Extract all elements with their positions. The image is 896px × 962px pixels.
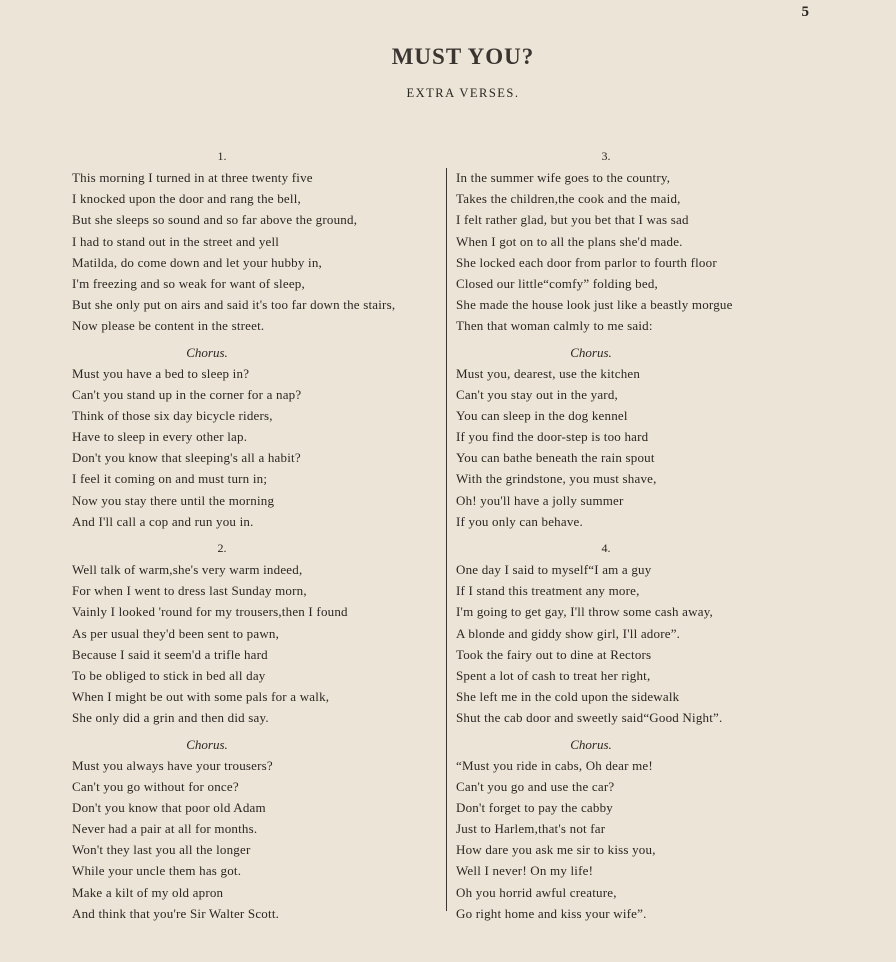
chorus-4: [456, 755, 816, 925]
verse-line: One day I said to myself“I am a guy: [456, 562, 652, 577]
chorus-line: Make a kilt of my old apron: [72, 884, 224, 900]
chorus-line: If you only can behave.: [456, 513, 583, 529]
verse-line: Then that woman calmly to me said:: [456, 318, 653, 334]
verse-line: For when I went to dress last Sunday morn,: [72, 583, 307, 599]
chorus-line: Must you, dearest, use the kitchen: [456, 365, 641, 381]
verse-line: Vainly I looked 'round for my trousers,then I found: [72, 604, 348, 620]
chorus-line: Now you stay there until the morning: [72, 492, 275, 508]
chorus-line: With the grindstone, you must shave,: [456, 471, 657, 487]
chorus-line: Well I never! On my life!: [456, 863, 594, 879]
left-column: [72, 146, 442, 924]
verse-line: But she only put on airs and said it's too far down the stairs,: [72, 297, 396, 313]
verse-line: She only did a grin and then did say.: [72, 710, 269, 726]
verse-line: A blonde and giddy show girl, I'll adore”.: [456, 625, 681, 641]
verse-line: I felt rather glad, but you bet that I was sad: [456, 212, 689, 228]
verse-line: I'm freezing and so weak for want of sleep,: [72, 275, 305, 291]
chorus-line: Just to Harlem,that's not far: [456, 821, 606, 837]
chorus-line: How dare you ask me sir to kiss you,: [456, 842, 656, 858]
chorus-1: [72, 363, 442, 533]
chorus-line: Never had a pair at all for months.: [72, 821, 258, 837]
chorus-line: Must you always have your trousers?: [72, 757, 273, 773]
chorus-line: Can't you stay out in the yard,: [456, 386, 618, 402]
verse-line: If I stand this treatment any more,: [456, 583, 640, 599]
verse-line: I had to stand out in the street and yell: [72, 233, 280, 249]
chorus-line: “Must you ride in cabs, Oh dear me!: [456, 757, 653, 773]
chorus-line: Have to sleep in every other lap.: [72, 429, 248, 445]
chorus-line: Oh you horrid awful creature,: [456, 884, 617, 900]
verse-line: In the summer wife goes to the country,: [456, 170, 671, 185]
verse-line: Shut the cab door and sweetly said“Good Night”.: [456, 710, 723, 726]
verse-line: Takes the children,the cook and the maid,: [456, 191, 681, 207]
verse-line: I knocked upon the door and rang the bell,: [72, 191, 301, 207]
verse-line: Because I said it seem'd a trifle hard: [72, 646, 268, 662]
chorus-line: Can't you go and use the car?: [456, 778, 615, 794]
chorus-line: You can bathe beneath the rain spout: [456, 450, 655, 466]
verse-line: When I might be out with some pals for a walk,: [72, 689, 330, 705]
verse-line: But she sleeps so sound and so far above the ground,: [72, 212, 358, 228]
chorus-line: Oh! you'll have a jolly summer: [456, 492, 624, 508]
verse-4: [456, 559, 816, 729]
verse-line: When I got on to all the plans she'd made.: [456, 233, 683, 249]
page-subtitle: EXTRA VERSES.: [406, 86, 520, 100]
verse-line: As per usual they'd been sent to pawn,: [72, 625, 280, 641]
chorus-line: Don't you know that sleeping's all a habit?: [72, 450, 301, 466]
verse-1: [72, 167, 442, 337]
verse-line: Closed our little“comfy” folding bed,: [456, 275, 658, 291]
chorus-line: And think that you're Sir Walter Scott.: [72, 905, 280, 921]
chorus-line: Think of those six day bicycle riders,: [72, 407, 273, 423]
chorus-line: If you find the door-step is too hard: [456, 429, 649, 445]
verse-line: To be obliged to stick in bed all day: [72, 667, 266, 683]
chorus-line: Don't you know that poor old Adam: [72, 799, 266, 815]
verse-line: I'm going to get gay, I'll throw some cash away,: [456, 604, 714, 620]
verse-3: [456, 167, 816, 337]
verse-number: 1.: [217, 149, 227, 163]
chorus-heading: Chorus.: [186, 344, 228, 360]
chorus-line: And I'll call a cop and run you in.: [72, 513, 254, 529]
chorus-heading: Chorus.: [570, 344, 612, 360]
verse-line: This morning I turned in at three twenty five: [72, 170, 313, 185]
verse-line: Now please be content in the street.: [72, 318, 265, 334]
verse-line: She made the house look just like a beastly morgue: [456, 297, 733, 313]
verse-number: 4.: [601, 541, 611, 555]
verse-line: Well talk of warm,she's very warm indeed,: [72, 562, 303, 577]
chorus-line: Go right home and kiss your wife”.: [456, 905, 647, 921]
verse-line: She left me in the cold upon the sidewalk: [456, 689, 680, 705]
chorus-line: Can't you go without for once?: [72, 778, 239, 794]
chorus-line: Won't they last you all the longer: [72, 842, 251, 858]
chorus-line: You can sleep in the dog kennel: [456, 407, 628, 423]
chorus-line: Must you have a bed to sleep in?: [72, 365, 250, 381]
chorus-heading: Chorus.: [186, 736, 228, 752]
verse-line: Took the fairy out to dine at Rectors: [456, 646, 652, 662]
column-divider: [446, 168, 447, 911]
page-number: 5: [801, 4, 809, 20]
verse-line: She locked each door from parlor to fourth floor: [456, 254, 717, 270]
verse-number: 2.: [217, 541, 227, 555]
chorus-line: Don't forget to pay the cabby: [456, 799, 614, 815]
right-column: [456, 146, 816, 924]
chorus-line: Can't you stand up in the corner for a nap?: [72, 386, 302, 402]
chorus-line: While your uncle them has got.: [72, 863, 242, 879]
verse-line: Matilda, do come down and let your hubby in,: [72, 254, 322, 270]
chorus-line: I feel it coming on and must turn in;: [72, 471, 268, 487]
verse-2: [72, 559, 442, 729]
verse-number: 3.: [601, 149, 611, 163]
chorus-2: [72, 755, 442, 925]
verse-line: Spent a lot of cash to treat her right,: [456, 667, 651, 683]
chorus-heading: Chorus.: [570, 736, 612, 752]
chorus-3: [456, 363, 816, 533]
page-title: MUST YOU?: [391, 44, 535, 69]
